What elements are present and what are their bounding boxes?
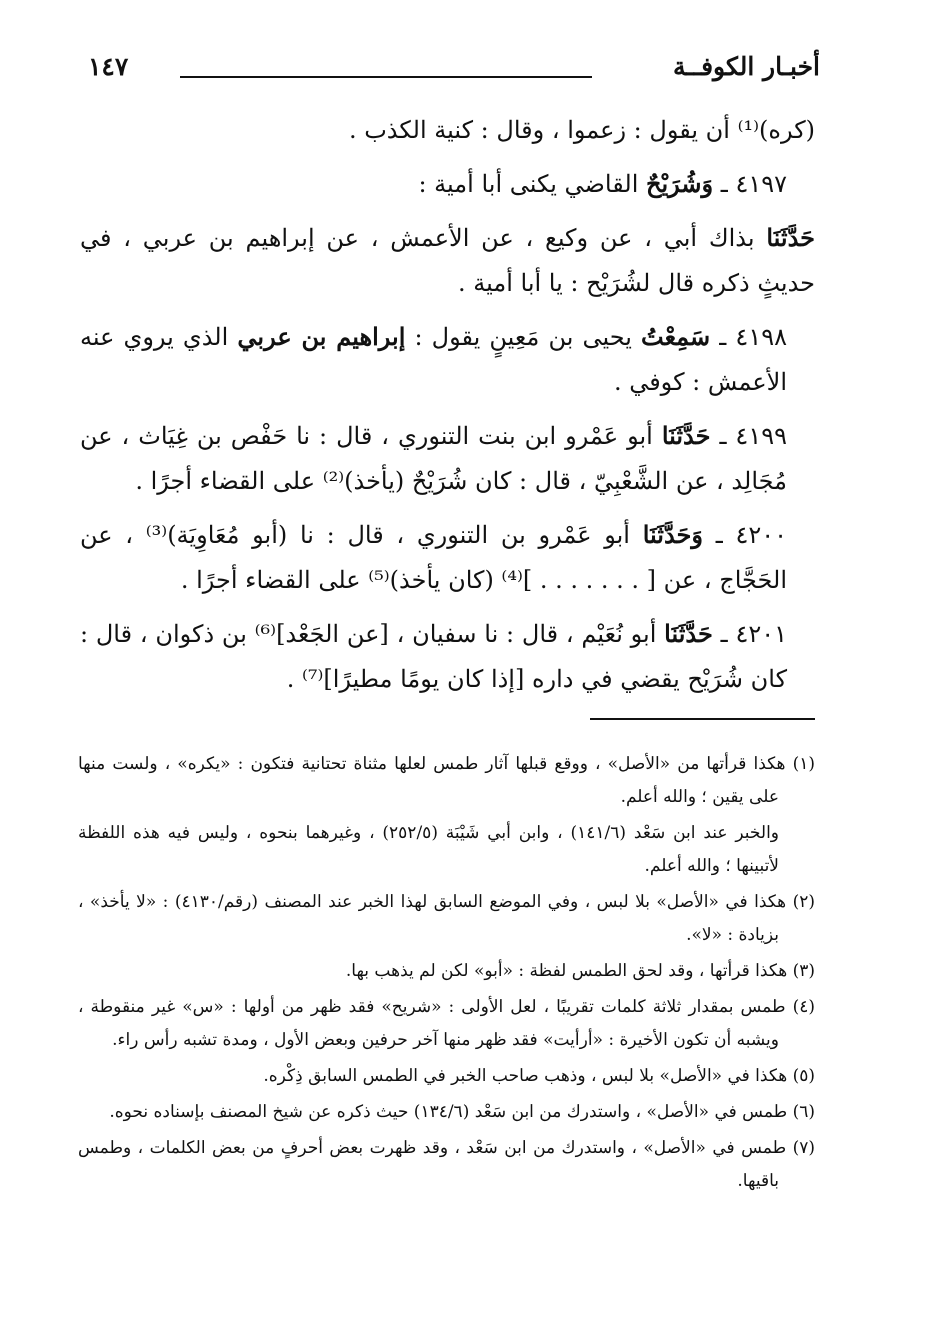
footnotes [78, 748, 815, 1201]
paragraph-intro: (كره)⁽¹⁾ أن يقول : زعموا ، وقال : كنية الكذب . [348, 116, 815, 144]
entry-name: إبراهيم بن عربي [237, 322, 406, 351]
narration-lead: حَدَّثَنَا [661, 421, 711, 450]
narration-lead: سَمِعْتُ [641, 322, 711, 351]
narration-text: بذاك أبي ، عن وكيع ، عن الأعمش ، عن إبراهيم بن عربي ، في حديثٍ ذكره قال لشُرَيْح : يا أبا أمية . [80, 224, 815, 297]
entry-name: وَشُرَيْحٌ [646, 169, 714, 198]
entry-text: أبو عَمْرو بن التنوري ، قال : نا (أبو مُعَاوِيَة)⁽³⁾ ، عن الحَجَّاج ، عن [ . . . . . . . ]⁽⁴⁾ (كان يأخذ)⁽⁵⁾ على القضاء أجرًا . [80, 521, 787, 594]
footnote-separator [590, 718, 815, 720]
entry-4197 [80, 161, 815, 207]
narration-lead: حَدَّثَنَا [766, 223, 815, 252]
entry-number: ٤١٩٧ ـ [720, 170, 787, 198]
entry-4198 [80, 314, 815, 405]
entry-text: أبو نُعَيْم ، قال : نا سفيان ، [عن الجَعْد]⁽⁶⁾ بن ذكوان ، قال : كان شُرَيْح يقضي في داره [إذا كان يومًا مطيرًا]⁽⁷⁾ . [80, 620, 787, 693]
footnote-7: (٧) طمس في «الأصل» ، واستدرك من ابن سَعْد ، وقد ظهرت بعض أحرفٍ من بعض الكلمات ، وطمس باقيها. [78, 1138, 815, 1191]
header-rule [180, 76, 592, 78]
entry-text: أبو عَمْرو ابن بنت التنوري ، قال : نا حَفْص بن غِيَاث ، عن مُجَالِد ، عن الشَّعْبِيّ ، قال : كان شُرَيْحٌ (يأخذ)⁽²⁾ على القضاء أجرًا . [80, 422, 787, 495]
entry-number: ٤٢٠١ ـ [720, 620, 787, 648]
footnote-2: (٢) هكذا في «الأصل» بلا لبس ، وفي الموضع السابق لهذا الخبر عند المصنف (رقم/٤١٣٠) : «لا يأخذ» ، بزيادة : «لا». [78, 892, 815, 945]
entry-4200 [80, 512, 815, 603]
page-number: ١٤٧ [88, 52, 129, 81]
footnote-3: (٣) هكذا قرأتها ، وقد لحق الطمس لفظة : «أبو» لكن لم يذهب بها. [345, 961, 815, 981]
running-title: أخبـار الكوفــة [673, 52, 820, 81]
footnote-5: (٥) هكذا في «الأصل» بلا لبس ، وذهب صاحب الخبر في الطمس السابق ذِكْره. [263, 1066, 815, 1086]
entry-text: القاضي يكنى أبا أمية : [418, 170, 646, 198]
footnote-1-continued: والخبر عند ابن سَعْد (١٤١/٦) ، وابن أبي شَيْبَة (٢٥٢/٥) ، وغيرهما بنحوه ، وليس فيه هذه اللفظة لأتبينها ؛ والله أعلم. [78, 823, 779, 876]
entry-4201 [80, 611, 815, 702]
entry-4199 [80, 413, 815, 504]
entry-text-rest: الذي يروي عنه الأعمش : كوفي . [80, 323, 787, 396]
entry-4197-narration [80, 215, 815, 306]
footnote-6: (٦) طمس في «الأصل» ، واستدرك من ابن سَعْد (١٣٤/٦) حيث ذكره عن شيخ المصنف بإسناده نحوه. [109, 1102, 815, 1122]
footnote-4: (٤) طمس بمقدار ثلاثة كلمات تقريبًا ، لعل الأولى : «شريح» فقد ظهر من أولها : «س» غير منقوطة ، ويشبه أن تكون الأخيرة : «أرأيت» فقد ظهر منها آخر حرفين وبعض الأول ، ومدة تشبه رأس راء. [78, 997, 815, 1050]
footnote-1: (١) هكذا قرأتها من «الأصل» ، ووقع قبلها آثار طمس لعلها مثناة تحتانية فتكون : «يكره» ، ولست منها على يقين ؛ والله أعلم. [78, 754, 815, 807]
narration-lead: وَحَدَّثَنَا [642, 520, 703, 549]
entry-number: ٤٢٠٠ ـ [715, 521, 787, 549]
entry-text: يحيى بن مَعِينٍ يقول : [405, 323, 642, 351]
entry-number: ٤١٩٨ ـ [719, 323, 787, 351]
main-text [80, 108, 815, 710]
entry-number: ٤١٩٩ ـ [719, 422, 787, 450]
page-header [80, 52, 820, 88]
narration-lead: حَدَّثَنَا [664, 619, 713, 648]
